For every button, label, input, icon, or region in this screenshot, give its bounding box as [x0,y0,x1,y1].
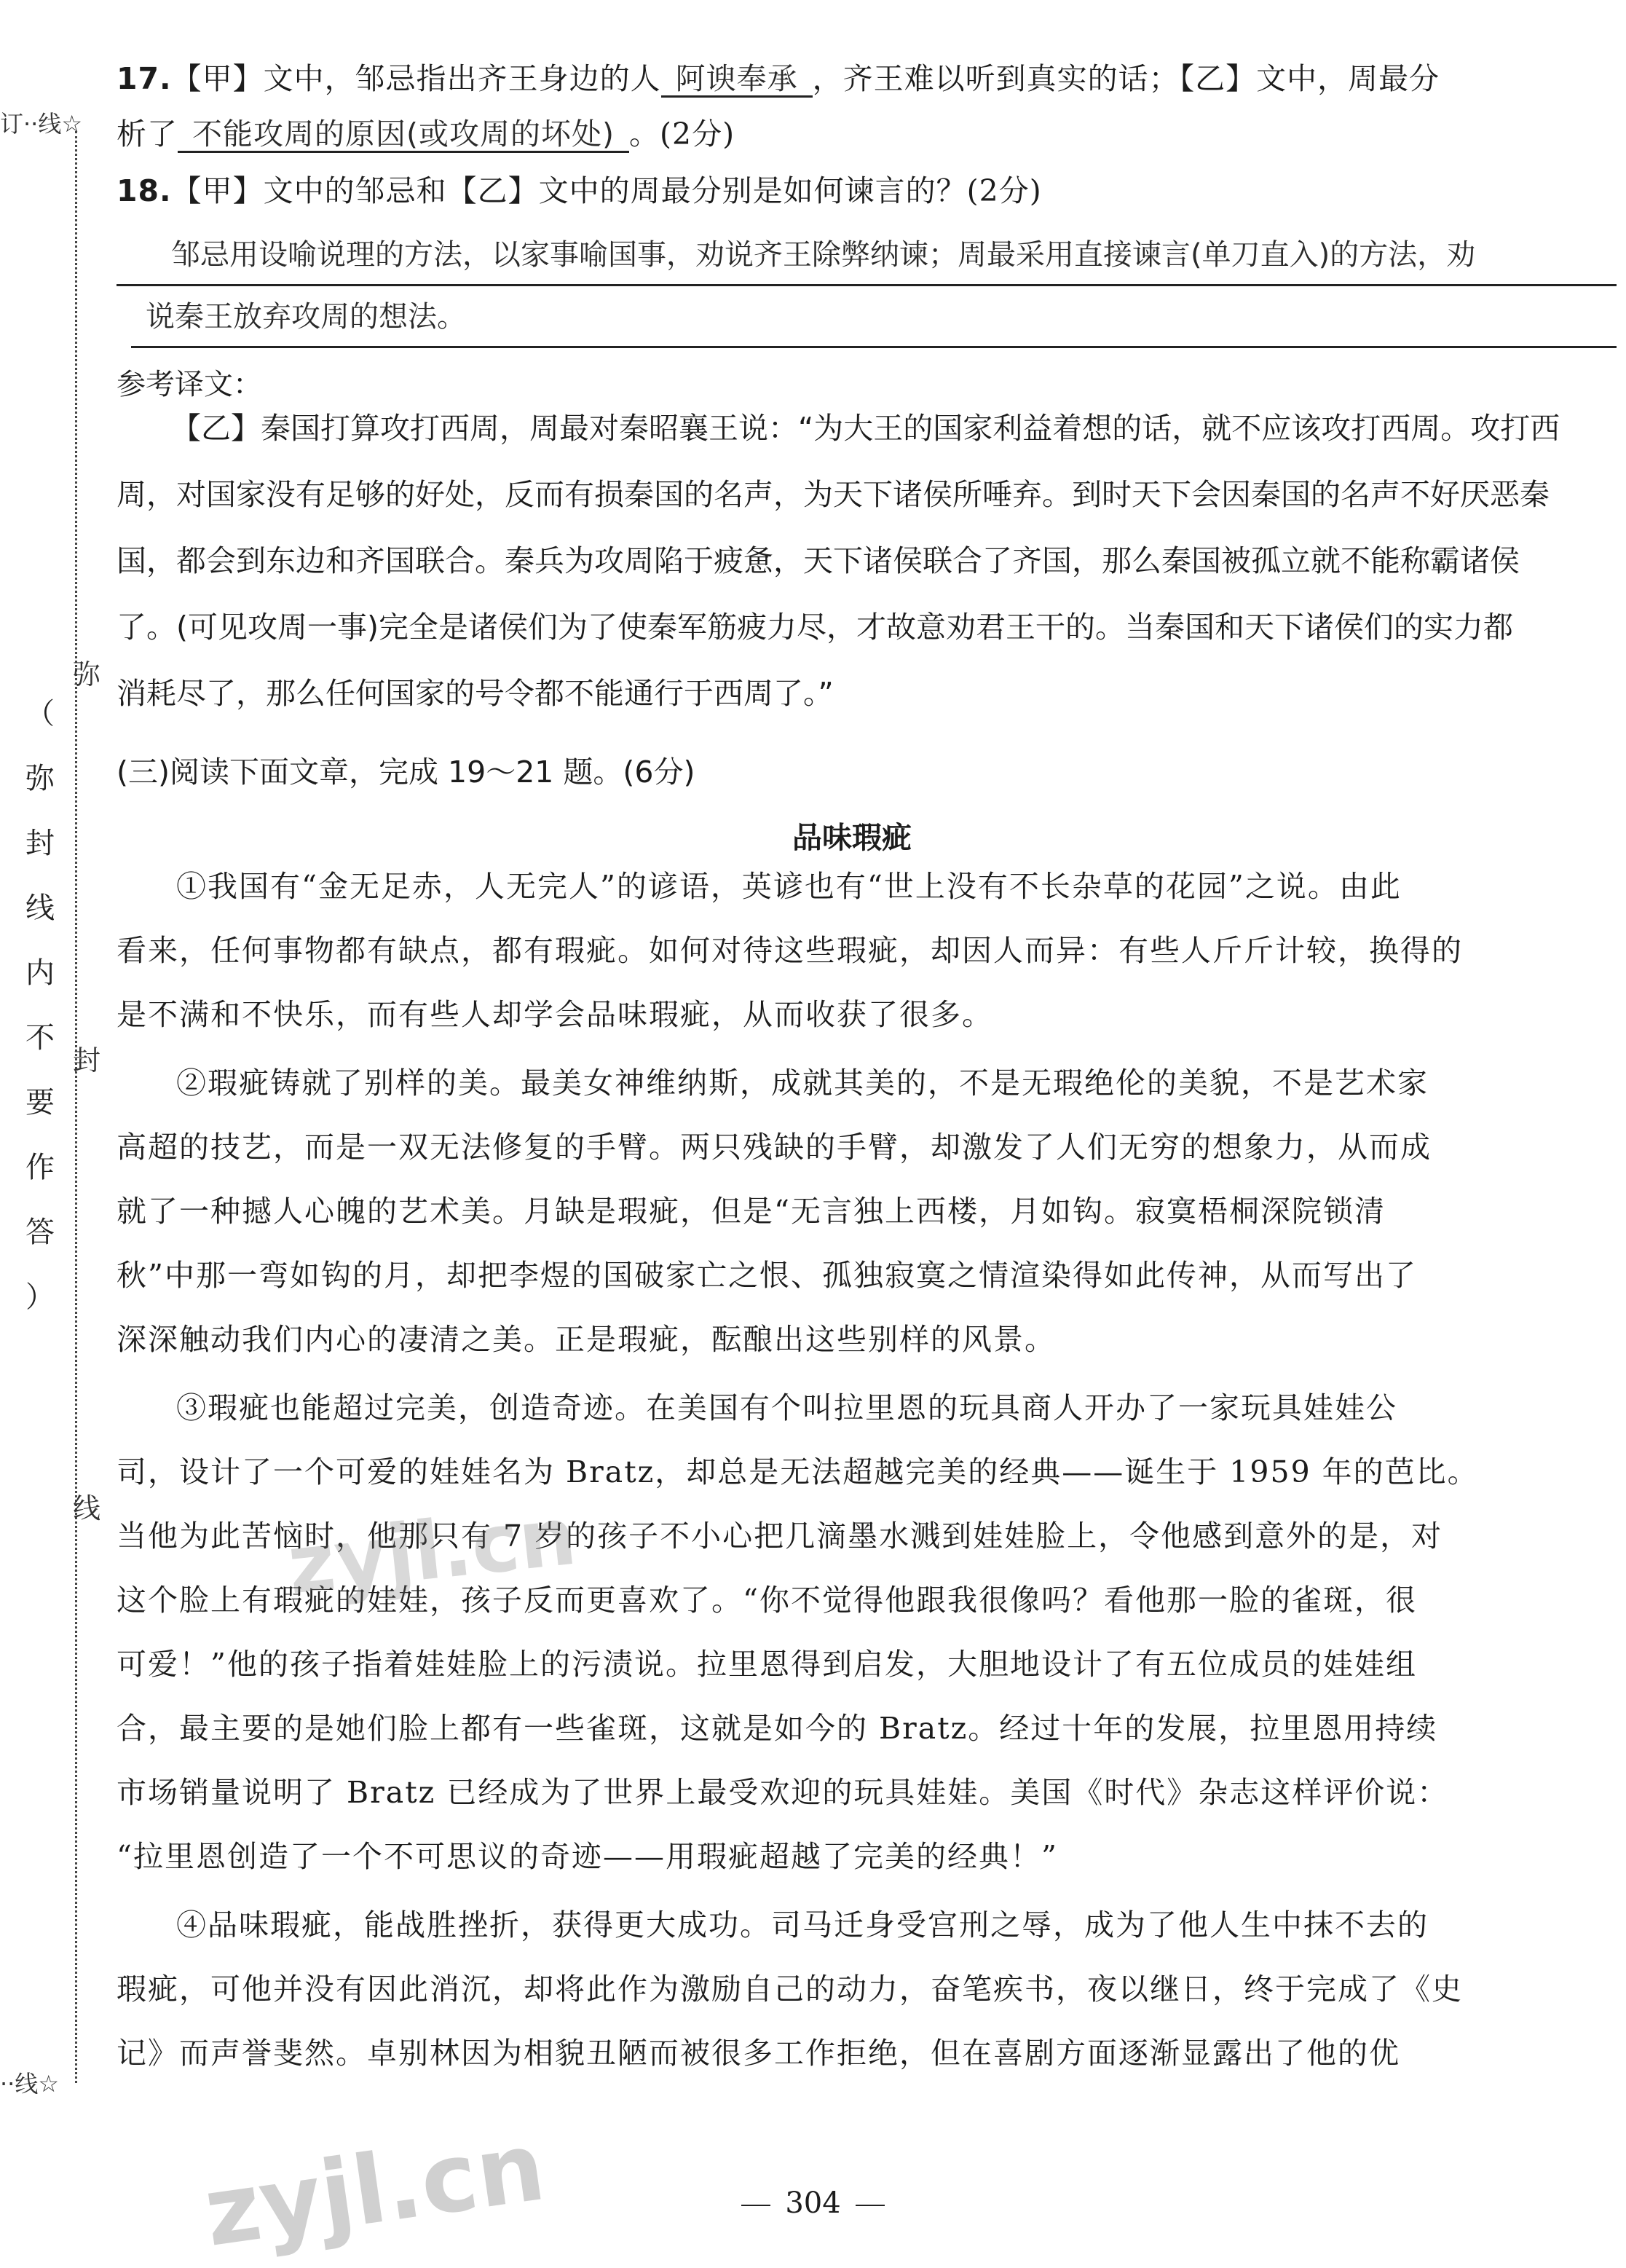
reference-line: 周，对国家没有足够的好处，反而有损秦国的名声，为天下诸侯所唾弃。到时天下会因秦国的名声不好厌恶秦 [117,477,1550,512]
article-line: 司，设计了一个可爱的娃娃名为 Bratz，却总是无法超越完美的经典——诞生于 1959 年的芭比。 [117,1454,1479,1489]
question-17-answer-1: 阿谀奉承 [661,64,813,98]
binding-char-xian: 线 [73,1492,101,1524]
article-line: 看来，任何事物都有缺点，都有瑕疵。如何对待这些瑕疵，却因人而异：有些人斤斤计较，换得的 [117,933,1463,968]
reference-line: 国，都会到东边和齐国联合。秦兵为攻周陷于疲惫，天下诸侯联合了齐国，那么秦国被孤立就不能称霸诸侯 [117,543,1520,578]
article-line: 合，最主要的是她们脸上都有一些雀斑，这就是如今的 Bratz。经过十年的发展，拉里恩用持续 [117,1711,1438,1746]
question-18-line [117,173,1617,232]
question-17-text-3: 析了 [117,117,178,151]
binding-margin [0,0,117,2255]
article-line: 秋”中那一弯如钩的月，却把李煜的国破家亡之恨、孤独寂寞之情渲染得如此传神，从而写出了 [117,1258,1417,1293]
section-3-heading: (三)阅读下面文章，完成 19～21 题。(6分) [117,755,695,790]
article-line: 高超的技艺，而是一双无法修复的手臂。两只残缺的手臂，却激发了人们无穷的想象力，从而成 [117,1130,1432,1165]
article-line: 就了一种撼人心魄的艺术美。月缺是瑕疵，但是“无言独上西楼，月如钩。寂寞梧桐深院锁清 [117,1194,1386,1229]
watermark-logo: zyjl.cn [283,1489,581,1613]
reference-line: 了。(可见攻周一事)完全是诸侯们为了使秦军筋疲力尽，才故意劝君王干的。当秦国和天下诸侯们的实力都 [117,610,1513,645]
article-line: 当他为此苦恼时，他那只有 7 岁的孩子不小心把几滴墨水溅到娃娃脸上，令他感到意外的是，对 [117,1519,1443,1554]
question-18-answer-line-1: 邹忌用设喻说理的方法，以家事喻国事，劝说齐王除弊纳谏；周最采用直接谏言(单刀直入)的方法，劝 [117,232,1617,286]
page-content [117,61,1617,2103]
footer-dash-left [741,2205,770,2206]
question-17-line-1 [117,61,1617,119]
question-17-number: 17. [117,61,172,96]
article-line: 记》而声誉斐然。卓别林因为相貌丑陋而被很多工作拒绝，但在喜剧方面逐渐显露出了他的优 [117,2036,1400,2071]
article-line: 可爱！”他的孩子指着娃娃脸上的污渍说。拉里恩得到启发，大胆地设计了有五位成员的娃娃组 [117,1647,1417,1682]
footer-dash-right [856,2205,885,2206]
binding-vertical-note: （ 弥 封 线 内 不 要 作 答 ） [25,697,55,1314]
binding-dotted-line [75,131,77,2083]
article-line: 深深触动我们内心的凄清之美。正是瑕疵，酝酿出这些别样的风景。 [117,1322,1056,1357]
article-title: 品味瑕疵 [792,820,912,855]
article-line: 这个脸上有瑕疵的娃娃，孩子反而更喜欢了。“你不觉得他跟我很像吗？看他那一脸的雀斑，很 [117,1583,1417,1618]
question-18-number: 18. [117,173,172,208]
binding-char-feng: 封 [73,1044,101,1076]
question-17-text-2: ，齐王难以听到真实的话；【乙】文中，周最分 [812,61,1440,96]
article-line: 是不满和不快乐，而有些人却学会品味瑕疵，从而收获了很多。 [117,997,993,1032]
article-line: ③瑕疵也能超过完美，创造奇迹。在美国有个叫拉里恩的玩具商人开办了一家玩具娃娃公 [176,1390,1397,1425]
reference-line: 【乙】秦国打算攻打西周，周最对秦昭襄王说：“为大王的国家利益着想的话，就不应该攻打西周。攻打西 [171,411,1560,446]
question-18-text: 【甲】文中的邹忌和【乙】文中的周最分别是如何谏言的？(2分) [171,173,1042,208]
question-17-answer-2: 不能攻周的原因(或攻周的坏处) [178,119,629,153]
binding-mark-bottom: ··线☆ [0,2070,60,2098]
article-line: “拉里恩创造了一个不可思议的奇迹——用瑕疵超越了完美的经典！” [117,1839,1058,1874]
page-number: 304 [785,2186,841,2220]
binding-char-mi: 弥 [73,658,101,690]
article-line: 市场销量说明了 Bratz 已经成为了世界上最受欢迎的玩具娃娃。美国《时代》杂志这样评价说： [117,1775,1449,1810]
binding-mark-top: 订··线☆ [0,110,83,138]
reference-line: 消耗尽了，那么任何国家的号令都不能通行于西周了。” [117,676,834,711]
article-line: ①我国有“金无足赤，人无完人”的谚语，英谚也有“世上没有不长杂草的花园”之说。由此 [176,869,1402,904]
article-line: ④品味瑕疵，能战胜挫折，获得更大成功。司马迁身受宫刑之辱，成为了他人生中抹不去的 [176,1907,1429,1942]
question-17-text-1: 【甲】文中，邹忌指出齐王身边的人 [171,61,661,96]
question-18-answer-line-2: 说秦王放弃攻周的想法。 [131,294,1617,348]
watermark-logo: zyjl.cn [197,2111,551,2268]
article-line: ②瑕疵铸就了别样的美。最美女神维纳斯，成就其美的，不是无瑕绝伦的美貌，不是艺术家 [176,1066,1429,1100]
question-17-line-2 [117,119,1617,175]
reference-label: 参考译文： [117,368,262,401]
article-line: 瑕疵，可他并没有因此消沉，却将此作为激励自己的动力，奋笔疾书，夜以继日，终于完成了《史 [117,1972,1463,2007]
question-17-text-4: 。(2分) [629,117,735,151]
page-footer [0,2186,1626,2220]
